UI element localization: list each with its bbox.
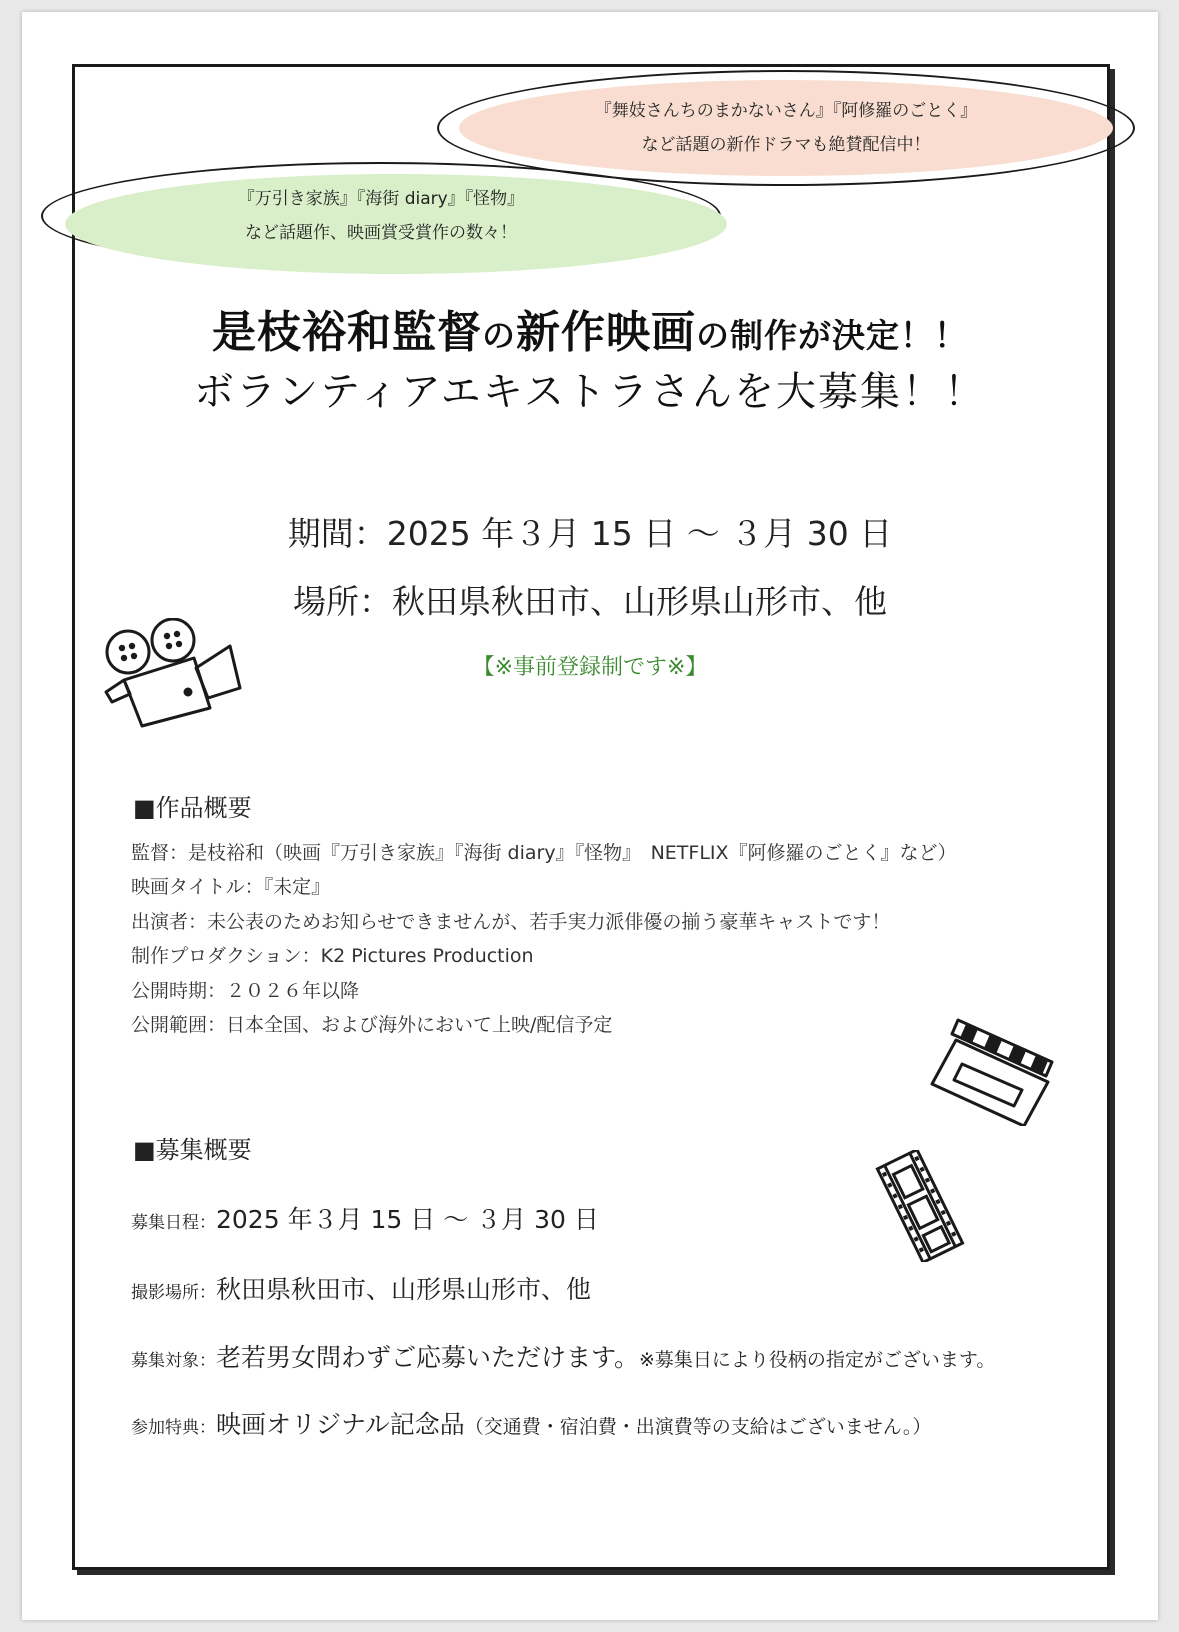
- film-bubble-line2: など話題作、映画賞受賞作の数々！: [245, 223, 517, 243]
- movie-camera-icon: [100, 618, 245, 730]
- overview-release-date: 公開時期：２０２６年以降: [131, 979, 360, 1002]
- overview-title: 映画タイトル：『未定』: [131, 876, 331, 899]
- recruit-location: [131, 1270, 591, 1306]
- work-overview-title: ■作品概要: [133, 794, 252, 822]
- drama-bubble-line1: 『舞妓さんちのまかないさん』『阿修羅のごとく』: [594, 101, 978, 121]
- overview-director: 監督：是枝裕和（映画『万引き家族』『海街 diary』『怪物』 NETFLIX『阿修羅のごとく』など）: [131, 842, 957, 864]
- headline-line2: ボランティアエキストラさんを大募集！！: [194, 369, 986, 415]
- period-text: 期間：2025 年３月 15 日 ～ ３月 30 日: [287, 514, 893, 553]
- target-note: ※募集日により役柄の指定がございます。: [639, 1349, 996, 1371]
- overview-production: 制作プロダクション：K2 Pictures Production: [131, 945, 534, 968]
- recruit-benefit: [131, 1405, 931, 1441]
- location-value: 秋田県秋田市、山形県山形市、他: [216, 1275, 592, 1304]
- recruitment-title: ■募集概要: [133, 1136, 252, 1164]
- recruit-schedule: [131, 1200, 599, 1236]
- film-strip-icon: [872, 1150, 968, 1262]
- schedule-label: 募集日程：: [131, 1213, 216, 1233]
- drama-bubble-line2: など話題の新作ドラマも絶賛配信中！: [641, 135, 931, 155]
- location-label: 撮影場所：: [131, 1283, 216, 1303]
- headline-line1: 是枝裕和監督の新作映画の制作が決定！！: [212, 307, 968, 358]
- benefit-value: 映画オリジナル記念品: [216, 1410, 465, 1439]
- work-overview-list: [131, 836, 1081, 1042]
- target-value: 老若男女問わずご応募いただけます。: [216, 1343, 640, 1372]
- target-label: 募集対象：: [131, 1351, 216, 1371]
- place-text: 場所：秋田県秋田市、山形県山形市、他: [293, 582, 887, 621]
- recruit-target: [131, 1338, 995, 1374]
- preregistration-note: 【※事前登録制です※】: [472, 655, 708, 680]
- film-bubble-line1: 『万引き家族』『海街 diary』『怪物』: [237, 189, 525, 209]
- benefit-note: （交通費・宿泊費・出演費等の支給はございません。）: [464, 1416, 932, 1438]
- film-bubble: [41, 162, 721, 270]
- overview-release-scope: 公開範囲：日本全国、および海外において上映/配信予定: [131, 1014, 613, 1037]
- schedule-value: 2025 年３月 15 日 ～ ３月 30 日: [216, 1205, 599, 1234]
- benefit-label: 参加特典：: [131, 1418, 216, 1438]
- overview-cast: 出演者：未公表のためお知らせできませんが、若手実力派俳優の揃う豪華キャストです！: [131, 910, 891, 933]
